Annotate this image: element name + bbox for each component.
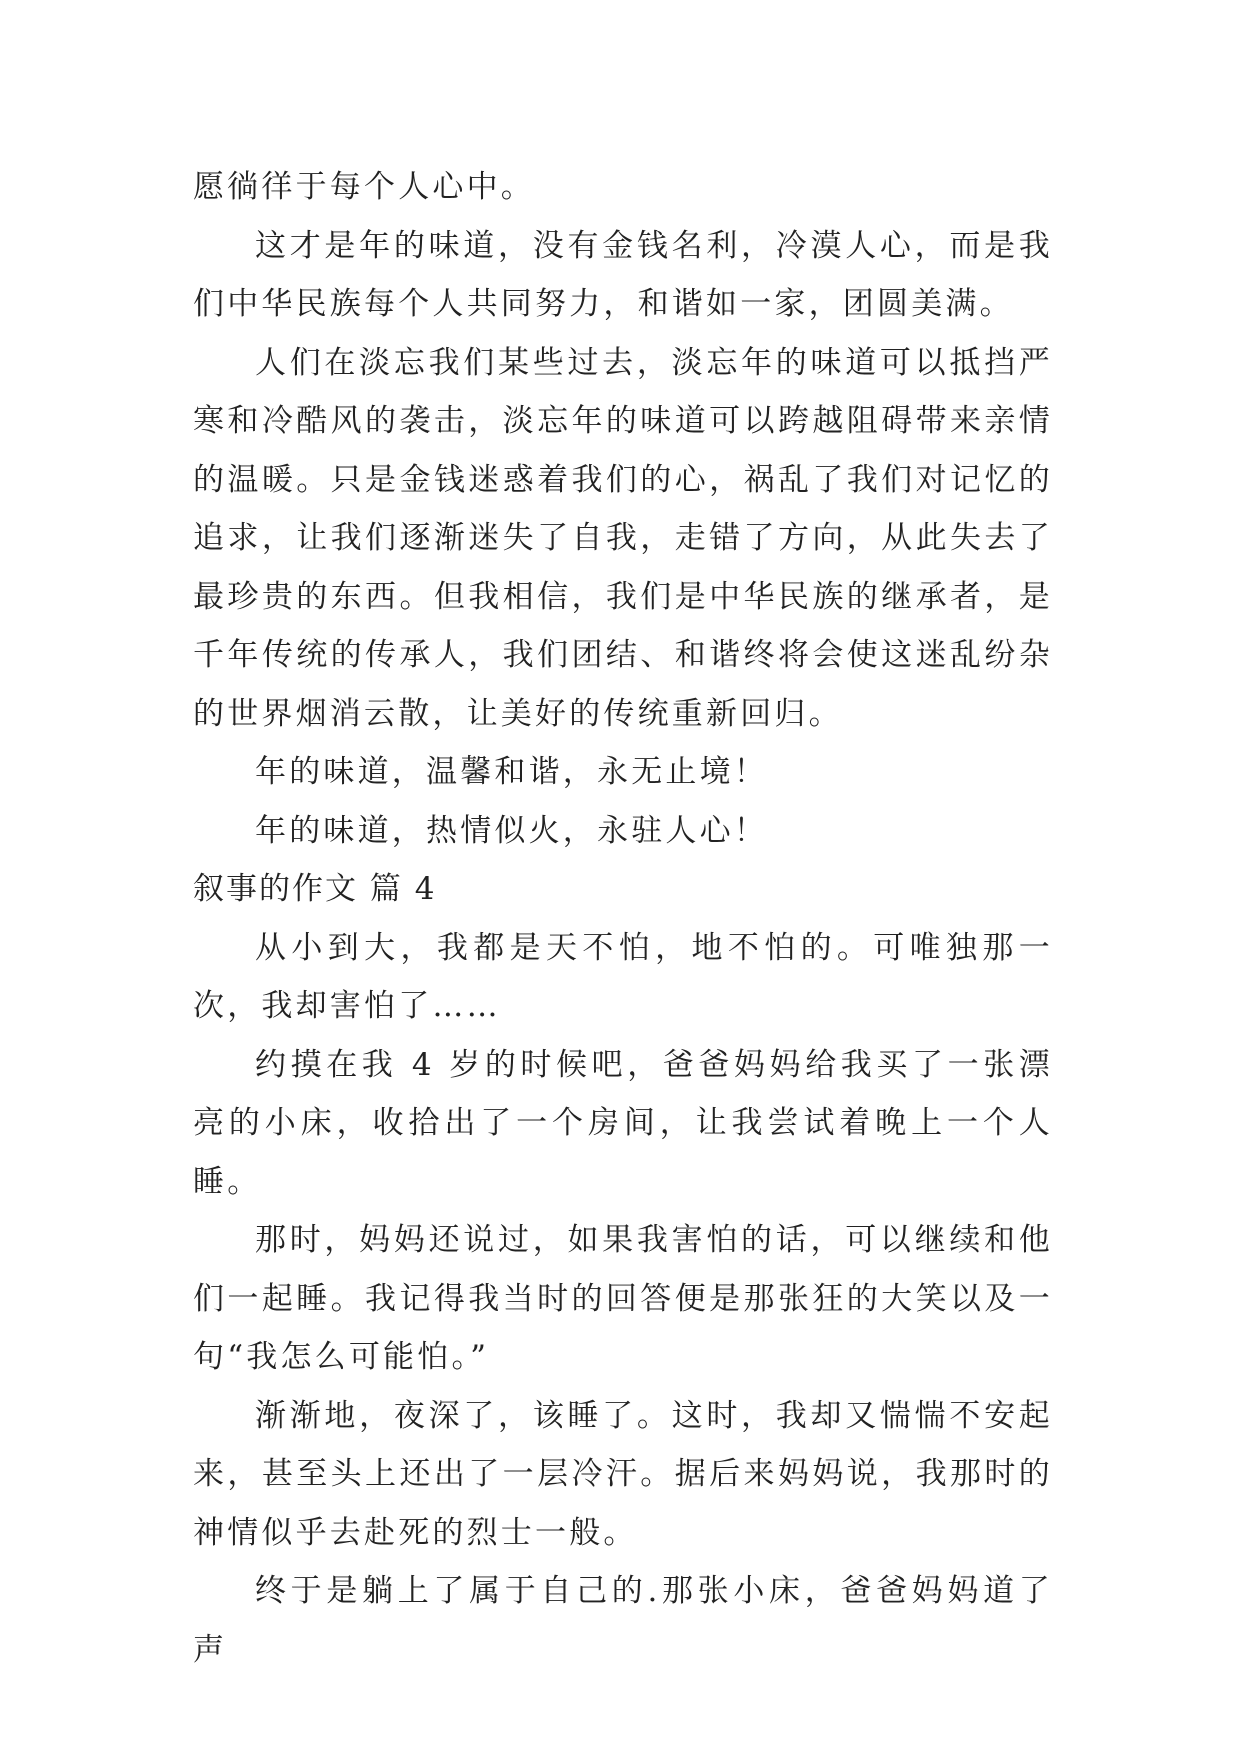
paragraph: 这才是年的味道，没有金钱名利，冷漠人心，而是我们中华民族每个人共同努力，和谐如一家，团圆美满。 [193, 227, 1053, 322]
paragraph: 那时，妈妈还说过，如果我害怕的话，可以继续和他们一起睡。我记得我当时的回答便是那张狂的大笑以及一句“我怎么可能怕。” [193, 1222, 1053, 1375]
paragraph: 年的味道，温馨和谐，永无止境！ [255, 754, 768, 790]
section-heading: 叙事的作文 篇 4 [193, 871, 437, 907]
document-body [193, 158, 1053, 1679]
paragraph: 年的味道，热情似火，永驻人心！ [255, 812, 768, 849]
paragraph: 终于是躺上了属于自己的.那张小床，爸爸妈妈道了声 [193, 1573, 1053, 1668]
paragraph: 人们在淡忘我们某些过去，淡忘年的味道可以抵挡严寒和冷酷风的袭击，淡忘年的味道可以跨越阻碍带来亲情的温暖。只是金钱迷惑着我们的心，祸乱了我们对记忆的追求，让我们逐渐迷失了自我，走错了方向，从此失去了最珍贵的东西。但我相信，我们是中华民族的继承者，是千年传统的传承人，我们团结、和谐终将会使这迷乱纷杂的世界烟消云散，让美好的传统重新回归。 [193, 344, 1053, 732]
paragraph: 愿徜徉于每个人心中。 [193, 169, 535, 205]
paragraph: 约摸在我 4 岁的时候吧，爸爸妈妈给我买了一张漂亮的小床，收拾出了一个房间，让我尝试着晚上一个人睡。 [193, 1046, 1053, 1200]
paragraph: 从小到大，我都是天不怕，地不怕的。可唯独那一次，我却害怕了…… [193, 929, 1053, 1024]
paragraph: 渐渐地，夜深了，该睡了。这时，我却又惴惴不安起来，甚至头上还出了一层冷汗。据后来妈妈说，我那时的神情似乎去赴死的烈士一般。 [193, 1397, 1053, 1551]
